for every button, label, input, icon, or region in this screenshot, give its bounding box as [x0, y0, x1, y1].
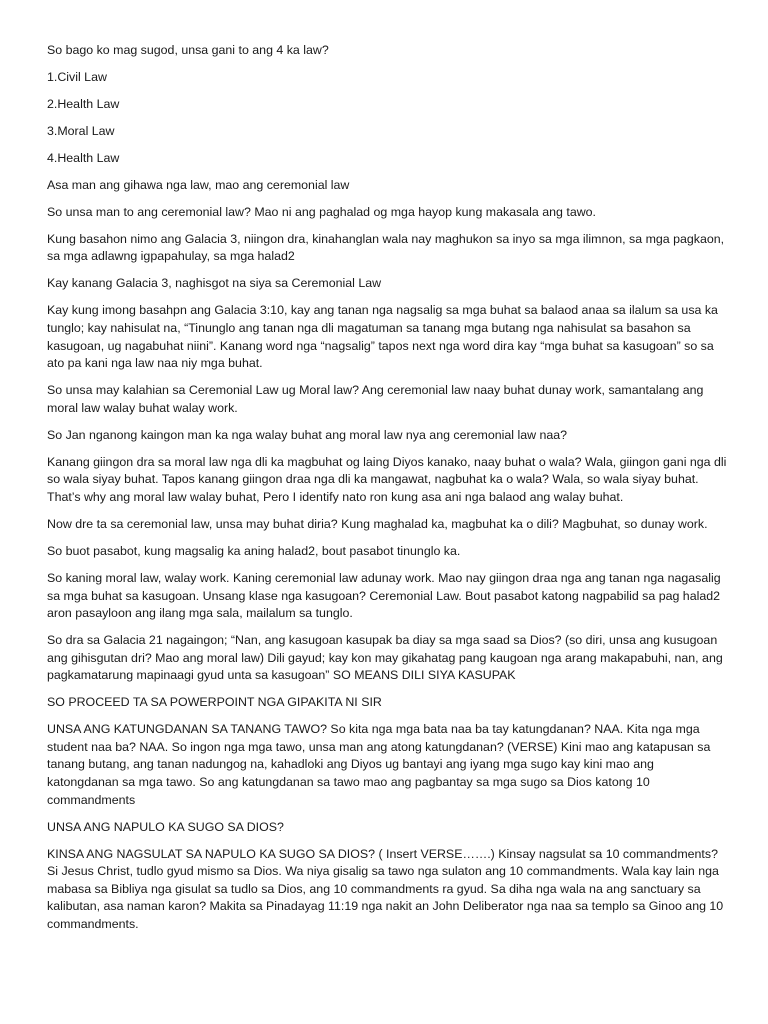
paragraph: So bago ko mag sugod, unsa gani to ang 4 ka law? — [47, 43, 329, 57]
list-item: 3.Moral Law — [47, 123, 115, 138]
paragraph: Kung basahon nimo ang Galacia 3, niingon dra, kinahanglan wala nay maghukon sa inyo sa mga ilimnon, sa mga pagkaon, sa mga adlawng igpapahulay, sa mga halad2 — [47, 231, 725, 264]
paragraph: So buot pasabot, kung magsalig ka aning halad2, bout pasabot tinunglo ka. — [47, 543, 461, 558]
paragraph: Asa man ang gihawa nga law, mao ang ceremonial law — [47, 177, 350, 192]
paragraph: So dra sa Galacia 21 nagaingon; “Nan, ang kasugoan kasupak ba diay sa mga saad sa Dios? (so diri, unsa ang kusugoan ang gihisgutan dri? Mao ang moral law) Dili gayud; kay kon may gikahatag pang kaugoan nga arang makapabuhi, nan, ang pagkamatarung mapinaagi gyud unta sa kasugoan” SO MEANS DILI SIYA KASUPAK — [47, 633, 723, 683]
paragraph: KINSA ANG NAGSULAT SA NAPULO KA SUGO SA DIOS? ( Insert VERSE…….) Kinsay nagsulat sa 10 commandments? Si Jesus Christ, tudlo gyud mismo sa Dios. Wa niya gisalig sa tawo nga sulaton ang 10 commandments. Wala kay lain nga mabasa sa Bibliya nga gisulat sa tudlo sa Dios, ang 10 commandments ra gyud. Sa diha nga wala na ang sanctuary sa kalibutan, asa naman karon? Makita sa Pinadayag 11:19 nga nakit an John Deliberator nga naa sa templo sa Ginoo ang 10 commandments. — [47, 846, 724, 931]
paragraph: So unsa may kalahian sa Ceremonial Law ug Moral law? Ang ceremonial law naay buhat dunay work, samantalang ang moral law walay buhat walay work. — [47, 383, 704, 415]
paragraph: So Jan nganong kaingon man ka nga walay buhat ang moral law nya ang ceremonial law naa? — [47, 427, 568, 442]
paragraph: Now dre ta sa ceremonial law, unsa may buhat diria? Kung maghalad ka, magbuhat ka o dili? Magbuhat, so dunay work. — [47, 516, 708, 531]
list-item: 4.Health Law — [47, 150, 120, 165]
paragraph: Kay kanang Galacia 3, naghisgot na siya sa Ceremonial Law — [47, 276, 382, 291]
list-item: 2.Health Law — [47, 96, 120, 111]
paragraph: So unsa man to ang ceremonial law? Mao ni ang paghalad og mga hayop kung makasala ang tawo. — [47, 204, 596, 219]
paragraph: So kaning moral law, walay work. Kaning ceremonial law adunay work. Mao nay giingon draa nga ang tanan nga nagasalig sa mga buhat sa kasugoan. Unsang klase nga kasugoan? Ceremonial Law. Bout pasabot katong nagpabilid sa pag halad2 aron pasayloon ang ilang mga sala, mailalum sa tunglo. — [47, 570, 721, 621]
section-heading: UNSA ANG NAPULO KA SUGO SA DIOS? — [47, 819, 284, 834]
list-item: 1.Civil Law — [47, 69, 107, 84]
paragraph: UNSA ANG KATUNGDANAN SA TANANG TAWO? So kita nga mga bata naa ba tay katungdanan? NAA. Kita nga mga student naa ba? NAA. So ingon nga mga tawo, unsa man ang atong katungdanan? (VERSE) Kini mao ang katapusan sa tanang butang, ang tanan nadungog na, kahadloki ang Diyos ug bantayi ang iyang mga sugo kay kini mao ang katongdanan sa mga tawo. So ang katungdanan sa tawo mao ang pagbantay sa mga sugo sa Dios katong 10 commandments — [47, 722, 711, 807]
paragraph: Kanang giingon dra sa moral law nga dli ka magbuhat og laing Diyos kanako, naay buhat o wala? Wala, giingon gani nga dli so wala siyay buhat. Tapos kanang giingon draa nga dli ka mangawat, nagbuhat ka o wala? Wala, so wala siyay buhat. That’s why ang moral law walay buhat, Pero I identify nato ron kung asa ani nga balaod ang walay buhat. — [47, 454, 727, 504]
paragraph: Kay kung imong basahpn ang Galacia 3:10, kay ang tanan nga nagsalig sa mga buhat sa balaod anaa sa ilalum sa usa ka tunglo; kay nahisulat na, “Tinunglo ang tanan nga dli magatuman sa tanang mga butang nga nahisulat sa basahon sa kasugoan, ug nagabuhat niini”. Kanang word nga “nagsalig” tapos next nga word dira kay “mga buhat sa kasugoan” so sa ato pa kani nga law naa niy mga buhat. — [47, 303, 718, 371]
section-heading: SO PROCEED TA SA POWERPOINT NGA GIPAKITA NI SIR — [47, 695, 382, 710]
